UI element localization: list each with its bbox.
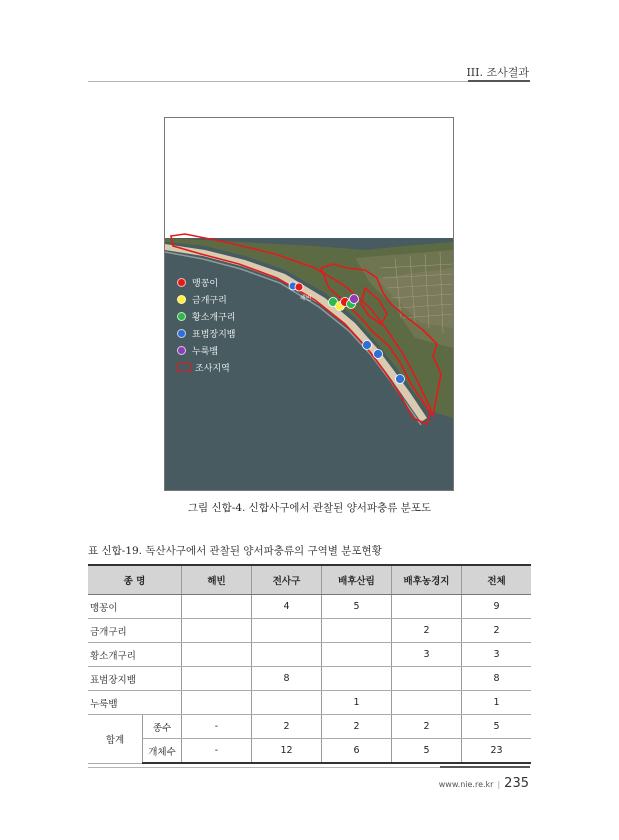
table-row [88,691,531,715]
col-header-species: 종 명 [88,565,182,595]
legend-label: 누룩뱀 [192,347,219,357]
cell-foredune: 12 [252,739,322,764]
total-row-individuals [88,739,531,764]
cell-total: 1 [462,691,532,715]
cell-foredune [252,691,322,715]
table-header-row [88,565,531,595]
page-number: 235 [504,776,529,791]
legend-dot-icon [177,278,186,287]
cell-back-farmland: 2 [392,715,462,739]
marker-표범장지뱀 [396,375,405,384]
legend-item [177,308,235,325]
footer-separator: | [497,780,501,789]
cell-total: 23 [462,739,532,764]
species-name: 표범장지뱀 [88,667,182,691]
legend-label: 맹꽁이 [192,279,219,289]
distribution-map [164,117,454,491]
cell-back-forest: 1 [322,691,392,715]
cell-foredune [252,619,322,643]
chapter-title: III. 조사결과 [466,66,529,79]
map-label-beach: 해빈 [300,295,312,302]
cell-total: 2 [462,619,532,643]
legend-dot-icon [177,295,186,304]
cell-back-forest [322,643,392,667]
map-legend [177,274,235,376]
total-label: 합계 [88,715,143,764]
legend-dot-icon [177,346,186,355]
legend-dot-icon [177,329,186,338]
total-sub-label: 종수 [143,715,182,739]
species-name: 황소개구리 [88,643,182,667]
col-header-total: 전체 [462,565,532,595]
col-header-foredune: 전사구 [252,565,322,595]
cell-beach [182,691,252,715]
cell-back-forest: 5 [322,595,392,619]
cell-back-farmland: 5 [392,739,462,764]
cell-foredune [252,643,322,667]
legend-label: 황소개구리 [192,313,236,323]
species-name: 맹꽁이 [88,595,182,619]
legend-label: 금개구리 [192,296,227,306]
cell-beach [182,667,252,691]
cell-foredune: 8 [252,667,322,691]
cell-foredune: 2 [252,715,322,739]
cell-foredune: 4 [252,595,322,619]
cell-back-forest [322,619,392,643]
marker-누룩뱀 [350,295,359,304]
marker-맹꽁이 [295,283,303,291]
marker-표범장지뱀 [374,350,383,359]
footer-rule-accent [440,766,530,768]
cell-beach [182,619,252,643]
total-sub-label: 개체수 [143,739,182,764]
legend-item [177,342,235,359]
marker-표범장지뱀 [363,341,372,350]
legend-item [177,291,235,308]
cell-back-farmland [392,691,462,715]
cell-beach: - [182,739,252,764]
species-name: 누룩뱀 [88,691,182,715]
cell-beach [182,595,252,619]
legend-label: 조사지역 [195,364,230,374]
header-rule-accent [468,80,530,82]
cell-total: 8 [462,667,532,691]
cell-back-forest [322,667,392,691]
table-row [88,667,531,691]
legend-dot-icon [177,312,186,321]
cell-back-farmland [392,667,462,691]
cell-back-forest: 2 [322,715,392,739]
cell-total: 9 [462,595,532,619]
figure-caption: 그림 신합-4. 신합사구에서 관찰된 양서파충류 분포도 [187,502,432,514]
species-name: 금개구리 [88,619,182,643]
col-header-beach: 해빈 [182,565,252,595]
cell-back-farmland [392,595,462,619]
legend-item [177,359,235,376]
cell-beach: - [182,715,252,739]
table-title: 표 신합-19. 독산사구에서 관찰된 양서파충류의 구역별 분포현황 [88,545,382,557]
col-header-back-forest: 배후산림 [322,565,392,595]
table-row [88,619,531,643]
cell-total: 3 [462,643,532,667]
cell-back-forest: 6 [322,739,392,764]
cell-back-farmland: 3 [392,643,462,667]
header-rule [88,81,530,82]
legend-item [177,274,235,291]
page-footer [439,776,529,791]
legend-item [177,325,235,342]
col-header-back-farmland: 배후농경지 [392,565,462,595]
footer-url[interactable]: www.nie.re.kr [438,780,494,789]
legend-label: 표범장지뱀 [192,330,236,340]
survey-area-box-icon [177,363,191,372]
table-row [88,595,531,619]
table-row [88,643,531,667]
total-row-species-count [88,715,531,739]
cell-back-farmland: 2 [392,619,462,643]
distribution-table [88,564,531,764]
cell-total: 5 [462,715,532,739]
cell-beach [182,643,252,667]
